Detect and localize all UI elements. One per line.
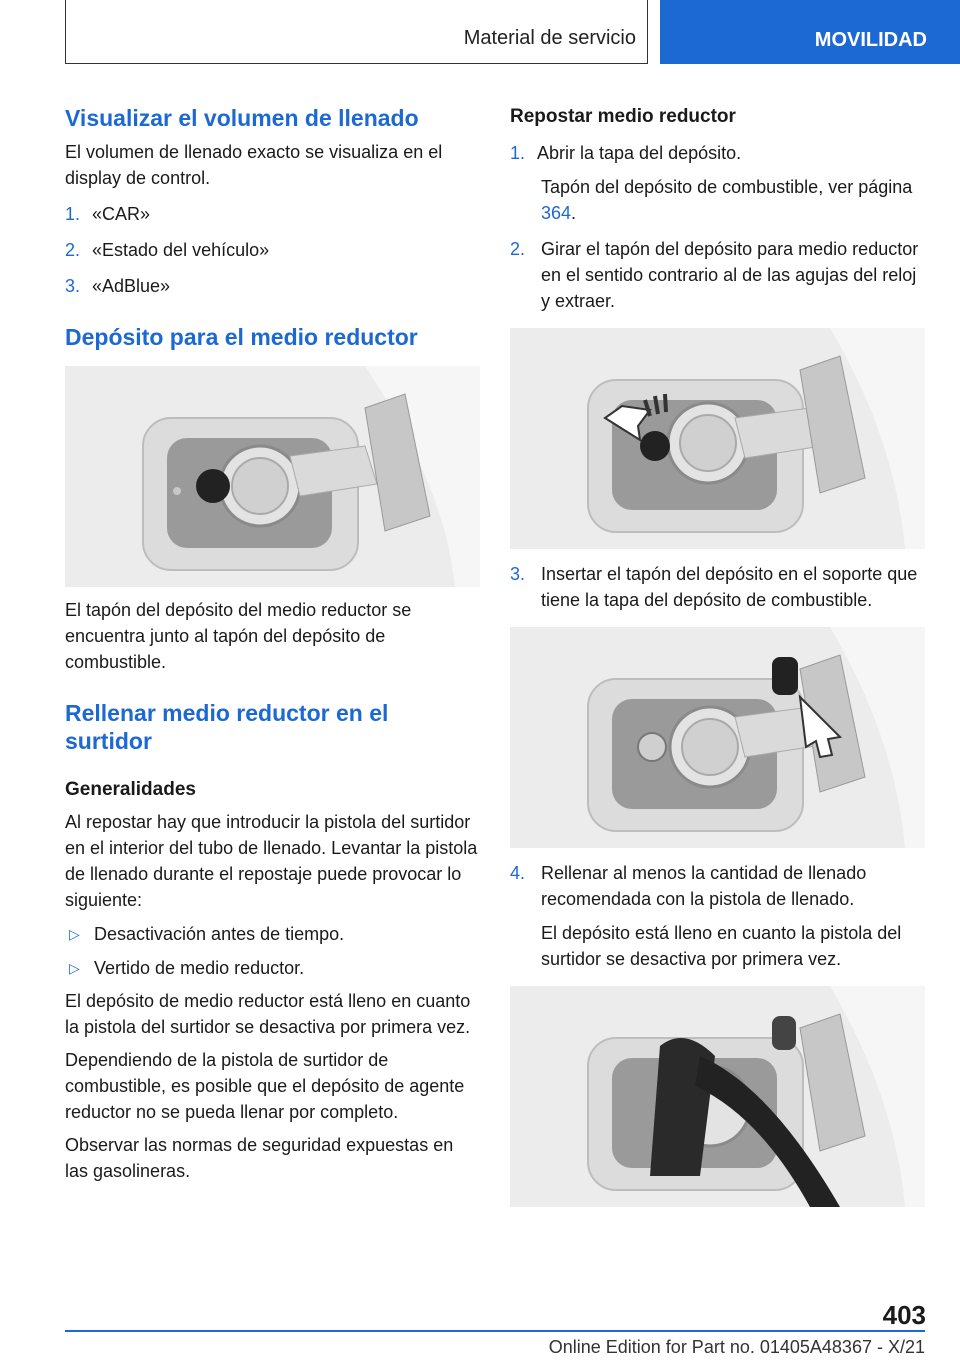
subheading-general: Generalidades bbox=[65, 779, 196, 800]
step-text: Girar el tapón del depósito para medio reductor en el sentido contrario al de las agujas del reloj y extraer. bbox=[541, 239, 919, 311]
list-item bbox=[65, 273, 480, 299]
step-number: 2. bbox=[65, 240, 81, 260]
heading-tank: Depósito para el medio reductor bbox=[65, 324, 418, 350]
footer-edition: Online Edition for Part no. 01405A48367 - X/21 bbox=[548, 1337, 925, 1357]
left-column bbox=[65, 100, 480, 1184]
chapter-tab[interactable]: MOVILIDAD bbox=[660, 0, 960, 64]
bullet-text: Vertido de medio reductor. bbox=[94, 958, 305, 978]
footer-rule bbox=[65, 1330, 925, 1332]
step-list bbox=[65, 201, 480, 299]
step-number: 1. bbox=[65, 204, 81, 224]
section-title: Material de servicio bbox=[463, 27, 636, 49]
heading-refuel-reductant: Repostar medio reductor bbox=[510, 106, 736, 127]
note-text-end: . bbox=[571, 203, 577, 223]
paragraph: El depósito de medio reductor está lleno en cuanto la pistola del surtidor se desactiva por primera vez. bbox=[65, 991, 471, 1037]
list-item bbox=[65, 237, 480, 263]
step-note bbox=[541, 174, 924, 226]
list-item bbox=[510, 860, 924, 912]
page-number: 403 bbox=[882, 1300, 926, 1330]
step-text: «AdBlue» bbox=[92, 276, 171, 296]
list-item bbox=[65, 201, 480, 227]
step-number: 1. bbox=[510, 143, 526, 163]
bullet-item bbox=[65, 921, 480, 947]
step-text: Insertar el tapón del depósito en el soporte que tiene la tapa del depósito de combustible. bbox=[541, 564, 918, 610]
paragraph: Dependiendo de la pistola de surtidor de combustible, es posible que el depósito de agente reductor no se pueda llenar por completo. bbox=[65, 1050, 465, 1122]
step-text: Abrir la tapa del depósito. bbox=[537, 143, 742, 163]
step-text: «Estado del vehículo» bbox=[92, 240, 270, 260]
list-item bbox=[510, 561, 924, 613]
note-text: Tapón del depósito de combustible, ver página bbox=[541, 177, 913, 197]
step-note: El depósito está lleno en cuanto la pistola del surtidor se desactiva por primera vez. bbox=[541, 923, 902, 969]
figure-caption: El tapón del depósito del medio reductor se encuentra junto al tapón del depósito de combustible. bbox=[65, 600, 412, 672]
bullet-triangle-icon: ▷ bbox=[69, 960, 80, 976]
list-item bbox=[510, 140, 924, 166]
heading-fill-volume: Visualizar el volumen de llenado bbox=[65, 105, 419, 131]
paragraph: Observar las normas de seguridad expuestas en las gasolineras. bbox=[65, 1135, 454, 1181]
list-item bbox=[510, 236, 924, 314]
cap-holder-image bbox=[510, 627, 925, 848]
step-text: «CAR» bbox=[92, 204, 151, 224]
step-text: Rellenar al menos la cantidad de llenado recomendada con la pistola de llenado. bbox=[541, 863, 867, 909]
paragraph: Al repostar hay que introducir la pistola del surtidor en el interior del tubo de llenado. Levantar la pistola de llenado durante el repostaje puede provocar lo siguiente: bbox=[65, 812, 478, 910]
cap-removal-image bbox=[510, 328, 925, 549]
bullet-triangle-icon: ▷ bbox=[69, 926, 80, 942]
refilling-image bbox=[510, 986, 925, 1207]
bullet-item bbox=[65, 955, 480, 981]
right-column bbox=[510, 100, 924, 1207]
step-number: 2. bbox=[510, 239, 526, 259]
step-number: 4. bbox=[510, 863, 526, 883]
heading-refill-pump: Rellenar medio reductor en el surtidor bbox=[65, 700, 389, 754]
page-reference-link[interactable]: 364 bbox=[541, 203, 572, 223]
tank-flap-image bbox=[65, 366, 480, 587]
step-number: 3. bbox=[65, 276, 81, 296]
step-number: 3. bbox=[510, 564, 526, 584]
bullet-text: Desactivación antes de tiempo. bbox=[94, 924, 345, 944]
paragraph: El volumen de llenado exacto se visualiza en el display de control. bbox=[65, 142, 443, 188]
